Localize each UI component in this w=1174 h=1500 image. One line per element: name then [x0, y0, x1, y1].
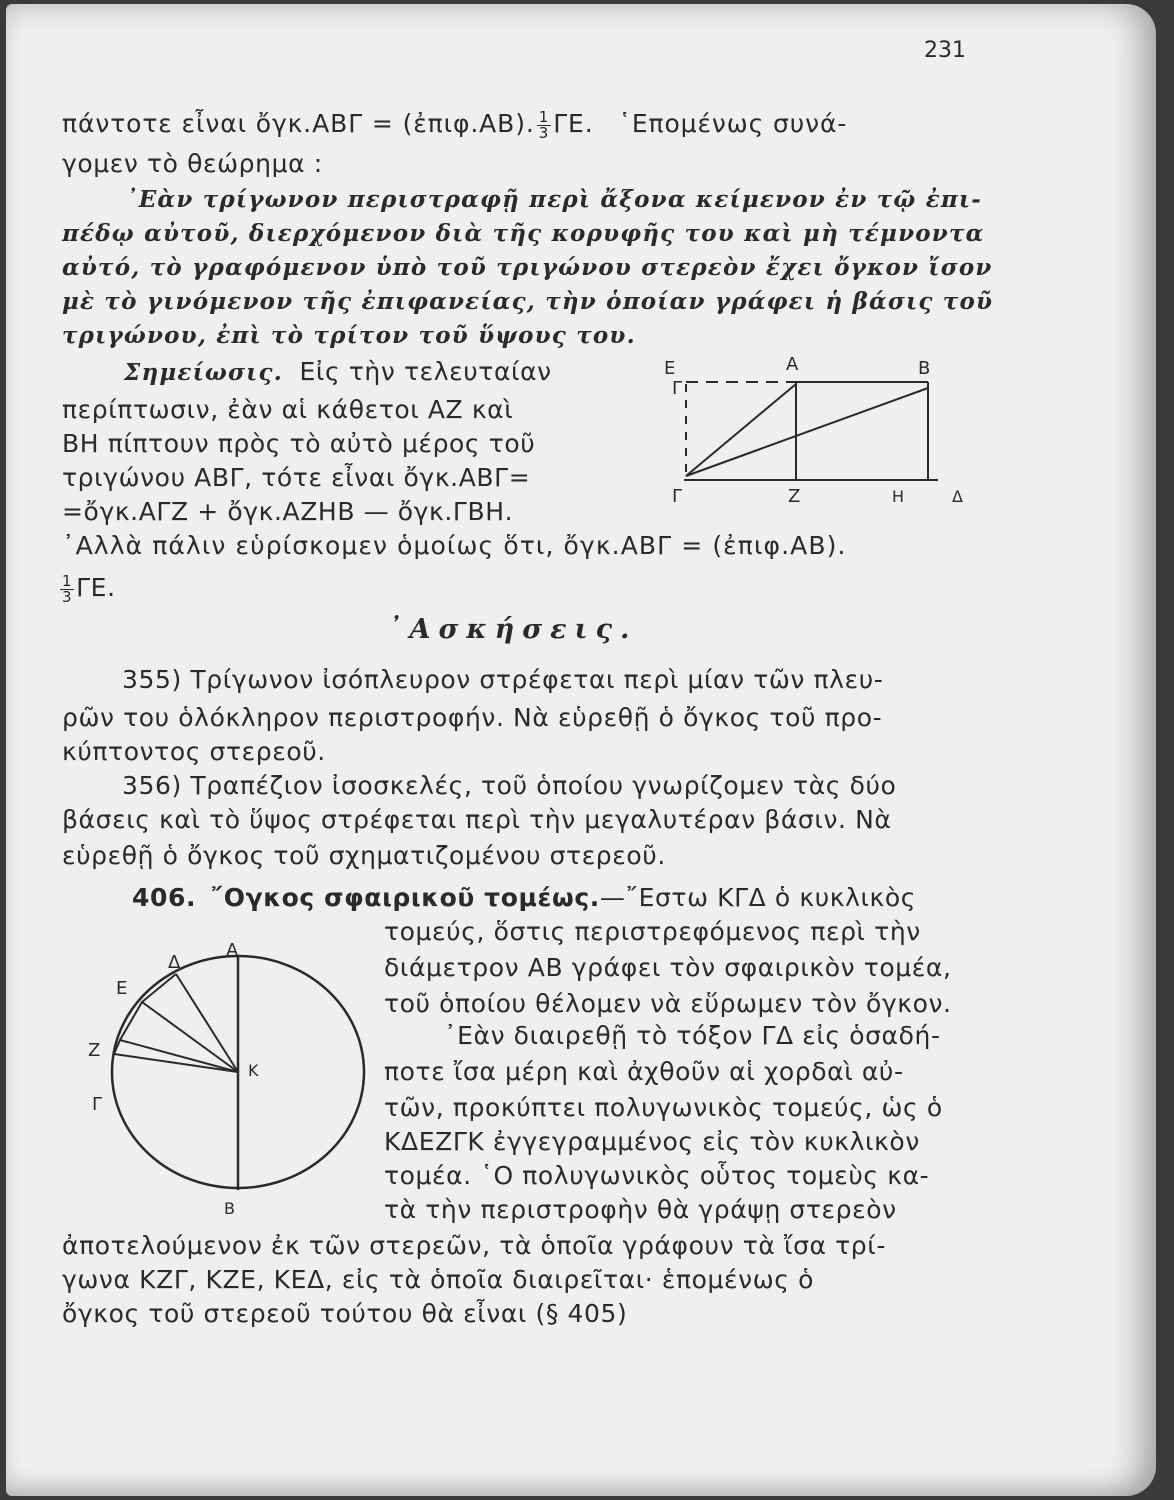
section-406-line: ποτε ἴσα μέρη καὶ ἀχθοῦν αἱ χορδαὶ αὐ-	[384, 1057, 904, 1086]
section-406-full-line: γωνα ΚΖΓ, ΚΖΕ, ΚΕΔ, εἰς τὰ ὁποῖα διαιρεῖται· ἑπομένως ὁ	[62, 1265, 814, 1294]
page-number: 231	[924, 38, 966, 63]
fraction-numerator: 1	[538, 107, 550, 126]
section-406-line: τοῦ ὁποίου θέλομεν νὰ εὕρωμεν τὸν ὄγκον.	[384, 989, 952, 1018]
label-G-bottom: Γ	[672, 486, 683, 507]
label-E: Ε	[116, 978, 128, 999]
fraction-denominator: 3	[62, 587, 73, 606]
theorem-line: αὐτό, τὸ γραφόμενον ὑπὸ τοῦ τριγώνου στερεὸν ἔχει ὄγκον ἴσον	[62, 254, 993, 281]
section-406-full-line: ἀποτελούμενον ἐκ τῶν στερεῶν, τὰ ὁποῖα γράφουν τὰ ἴσα τρί-	[62, 1231, 886, 1260]
remark-label: Σημείωσις.	[124, 359, 283, 386]
intro-text-a: πάντοτε εἶναι ὄγκ.ΑΒΓ = (ἐπιφ.ΑΒ).	[62, 109, 535, 138]
fraction-one-third	[537, 107, 551, 142]
section-406-full-line: ὄγκος τοῦ στερεοῦ τούτου θὰ εἶναι (§ 405)	[62, 1299, 628, 1328]
theorem-line: μὲ τὸ γινόμενον τῆς ἐπιφανείας, τὴν ὁποίαν γράφει ἡ βάσις τοῦ	[62, 288, 994, 315]
exercise-355-line: κύπτοντος στερεοῦ.	[62, 737, 326, 766]
intro-text-b: ΓΕ.	[553, 109, 594, 138]
remark-line-7	[58, 572, 116, 605]
remark-line-1	[124, 356, 552, 389]
section-406-line: τομέα. ῾Ο πολυγωνικὸς οὗτος τομεὺς κα-	[384, 1161, 930, 1190]
remark-line: τριγώνου ΑΒΓ, τότε εἶναι ὄγκ.ΑΒΓ=	[62, 463, 531, 492]
book-page	[6, 4, 1156, 1496]
intro-line-2: γομεν τὸ θεώρημα :	[62, 149, 323, 178]
label-G-top: Γ	[672, 378, 683, 399]
section-title: ῎Ογκος σφαιρικοῦ τομέως.	[210, 883, 600, 912]
exercise-356-line: εὑρεθῇ ὁ ὄγκος τοῦ σχηματιζομένου στερεοῦ.	[62, 841, 666, 870]
line-GB	[686, 388, 928, 476]
section-406-line: τὰ τὴν περιστροφὴν θὰ γράψῃ στερεὸν	[384, 1195, 897, 1224]
intro-text-c: ῾Επομένως συνά-	[618, 109, 848, 138]
fraction-one-third	[60, 571, 74, 606]
label-B: Β	[224, 1199, 235, 1218]
exercises-heading: ᾿Ασκήσεις.	[388, 614, 638, 645]
figure-circular-sector	[76, 928, 376, 1228]
theorem-line: τριγώνου, ἐπὶ τὸ τρίτον τοῦ ὕψους του.	[62, 322, 636, 349]
remark-text-end: ΓΕ.	[76, 573, 116, 602]
intro-line-1	[62, 108, 847, 141]
remark-line: ΒΗ πίπτουν πρὸς τὸ αὐτὸ μέρος τοῦ	[62, 429, 536, 458]
theorem-line: ᾿Εὰν τρίγωνον περιστραφῇ περὶ ἄξονα κείμενον ἐν τῷ ἐπι-	[126, 186, 982, 213]
label-D: Δ	[952, 487, 963, 506]
remark-text: Εἰς τὴν τελευταίαν	[299, 357, 552, 386]
label-E: Ε	[664, 358, 676, 379]
label-B: Β	[918, 358, 931, 379]
theorem-line: πέδῳ αὐτοῦ, διερχόμενον διὰ τῆς κορυφῆς του καὶ μὴ τέμνοντα	[62, 220, 985, 247]
label-Z: Ζ	[88, 1040, 101, 1061]
label-A: Α	[226, 940, 239, 961]
fraction-numerator: 1	[62, 571, 73, 590]
label-H: Η	[892, 487, 905, 506]
remark-line: =ὄγκ.ΑΓΖ + ὄγκ.ΑΖΗΒ — ὄγκ.ΓΒΗ.	[62, 497, 514, 526]
figure-rectangle-diagram	[646, 354, 966, 514]
radius-KG	[114, 1054, 238, 1072]
label-D: Δ	[168, 952, 181, 973]
section-406-line: τῶν, προκύπτει πολυγωνικὸς τομεύς, ὡς ὁ	[384, 1093, 943, 1122]
exercise-356-line: 356) Τραπέζιον ἰσοσκελές, τοῦ ὁποίου γνωρίζομεν τὰς δύο	[122, 771, 897, 800]
exercise-355-line: ρῶν του ὁλόκληρον περιστροφήν. Νὰ εὑρεθῇ ὁ ὄγκος τοῦ προ-	[62, 703, 883, 732]
radius-KE	[142, 1002, 238, 1072]
section-406-line: διάμετρον ΑΒ γράφει τὸν σφαιρικὸν τομέα,	[384, 953, 952, 982]
label-G: Γ	[92, 1094, 103, 1115]
exercise-356-line: βάσεις καὶ τὸ ὕψος στρέφεται περὶ τὴν μεγαλυτέραν βάσιν. Νὰ	[62, 805, 892, 834]
exercise-355-line: 355) Τρίγωνον ἰσόπλευρον στρέφεται περὶ μίαν τῶν πλευ-	[122, 665, 884, 694]
fraction-denominator: 3	[538, 123, 550, 142]
section-406-line: ᾿Εὰν διαιρεθῇ τὸ τόξον ΓΔ εἰς ὁσαδή-	[444, 1021, 941, 1050]
section-406-line: τομεύς, ὅστις περιστρεφόμενος περὶ τὴν	[384, 917, 921, 946]
section-number: 406.	[132, 883, 197, 912]
remark-line: περίπτωσιν, ἐὰν αἱ κάθετοι ΑΖ καὶ	[62, 395, 514, 424]
label-K: Κ	[248, 1061, 259, 1080]
section-406-title-line	[132, 882, 916, 914]
label-A: Α	[786, 354, 799, 375]
remark-line-6: ᾿Αλλὰ πάλιν εὑρίσκομεν ὁμοίως ὅτι, ὄγκ.ΑΒΓ = (ἐπιφ.ΑΒ).	[62, 531, 847, 560]
label-Z: Ζ	[788, 486, 801, 507]
line-GA	[686, 384, 796, 476]
section-406-line: ΚΔΕΖΓΚ ἐγγεγραμμένος εἰς τὸν κυκλικὸν	[384, 1127, 920, 1156]
section-title-rest: —῎Εστω ΚΓΔ ὁ κυκλικὸς	[599, 883, 917, 912]
